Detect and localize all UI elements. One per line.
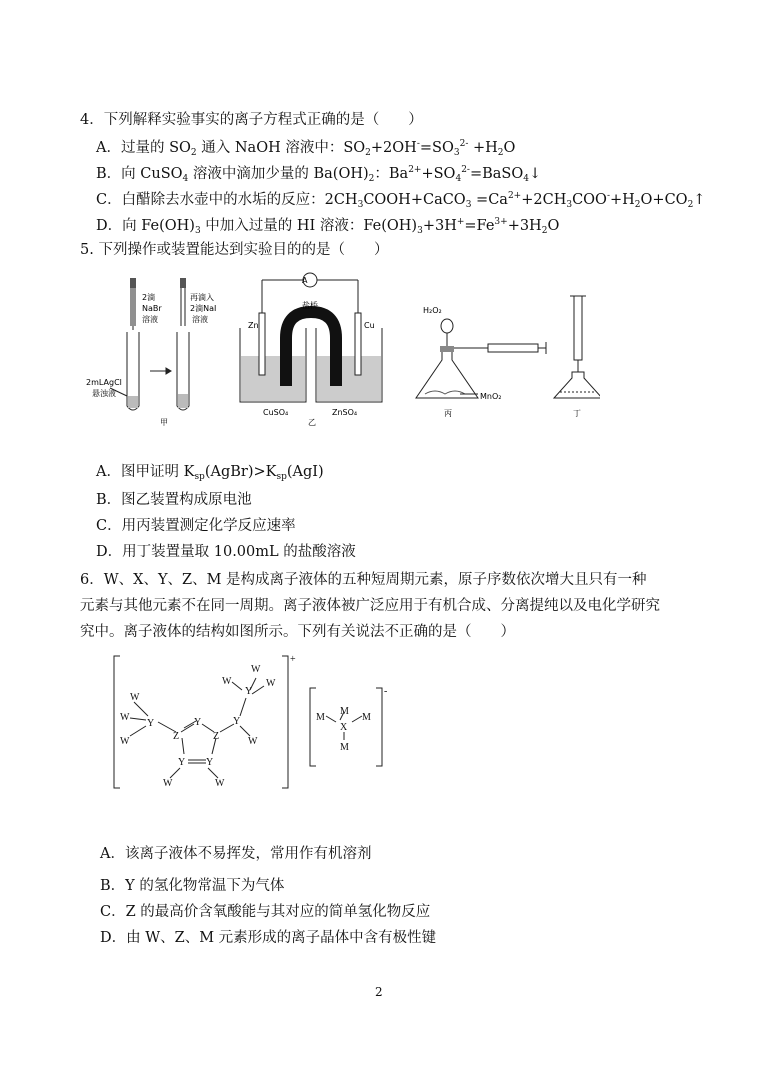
label-ammeter: A <box>302 276 308 285</box>
label-jia-drop2: 再滴入 <box>190 293 214 302</box>
atom-x: X <box>340 722 348 733</box>
q4-stem: 4．下列解释实验事实的离子方程式正确的是（ ） <box>80 112 423 128</box>
q4-option-b: B．向 CuSO$_4$ 溶液中滴加少量的 $Ba(OH)_2$：$Ba^{2+}+SO_4^{2-}=BaSO_4↓$ <box>96 165 542 184</box>
q6-stem-line2: 元素与其他元素不在同一周期。离子液体被广泛应用于有机合成、分离提纯以及电化学研究 <box>80 598 660 614</box>
label-jia: 甲 <box>160 418 168 427</box>
q5-option-d: D．用丁装置量取 10.00mL 的盐酸溶液 <box>96 544 356 560</box>
label-jia-drop1b: NaBr <box>142 304 162 313</box>
q6-option-b: B．Y 的氢化物常温下为气体 <box>100 878 285 894</box>
q5-stem: 5. 下列操作或装置能达到实验目的的是（ ） <box>80 242 389 258</box>
label-salt-bridge: 盐桥 <box>302 301 318 310</box>
atom-m-2: M <box>316 712 325 723</box>
cation-charge: + <box>290 654 296 665</box>
label-jia-drop2c: 溶液 <box>192 315 208 324</box>
label-znso4: ZnSO₄ <box>332 408 358 417</box>
q6-option-d: D．由 W、Z、M 元素形成的离子晶体中含有极性键 <box>100 930 437 946</box>
label-zn: Zn <box>248 321 259 330</box>
atom-y-1: Y <box>147 718 155 729</box>
q4-option-d: D．向 $Fe(OH)_3$ 中加入过量的 HI 溶液：$Fe(OH)_3+3H^+=Fe^{3+}+3H_2O$ <box>96 217 560 236</box>
q6-option-c: C．Z 的最高价含氧酸能与其对应的简单氢化物反应 <box>100 904 431 920</box>
label-ding: 丁 <box>573 409 581 418</box>
atom-w-7: W <box>222 676 232 687</box>
q6-stem-line3: 究中。离子液体的结构如图所示。下列有关说法不正确的是（ ） <box>80 624 515 640</box>
atom-y-3: Y <box>178 757 186 768</box>
q4-option-a: A．过量的 $SO_2$ 通入 NaOH 溶液中：$SO_2+2OH^-=SO_3^{2-} +H_2O$ <box>96 139 516 158</box>
atom-m-1: M <box>340 706 349 717</box>
q6-option-a: A．该离子液体不易挥发，常用作有机溶剂 <box>100 846 372 862</box>
atom-z-2: Z <box>213 731 220 742</box>
label-jia-drop2b: 2滴NaI <box>190 304 217 313</box>
q5-option-c: C．用丙装置测定化学反应速率 <box>96 518 296 534</box>
atom-y-5: Y <box>233 716 241 727</box>
figure-yi <box>240 273 382 402</box>
q6-stem-line1: 6．W、X、Y、Z、M 是构成离子液体的五种短周期元素，原子序数依次增大且只有一种 <box>80 572 647 588</box>
atom-y-6: Y <box>245 686 253 697</box>
label-jia-agcl2: 悬浊液 <box>92 389 116 398</box>
atom-m-3: M <box>362 712 371 723</box>
atom-w-6: W <box>251 664 261 675</box>
atom-w-2: W <box>120 712 130 723</box>
q6-structure-figure <box>100 650 400 800</box>
q5-option-b: B．图乙装置构成原电池 <box>96 492 252 508</box>
label-yi: 乙 <box>308 418 316 427</box>
figure-bing <box>416 319 546 398</box>
atom-w-8: W <box>266 678 276 689</box>
label-jia-agcl: 2mLAgCl <box>86 378 122 387</box>
atom-y-2: Y <box>194 717 202 728</box>
label-h2o2: H₂O₂ <box>423 306 442 315</box>
q4-option-c: C．白醋除去水壶中的水垢的反应：$2CH_3COOH+CaCO_3$ $=Ca^{2+}+2CH_3COO^-+H_2O+CO_2↑$ <box>96 191 706 210</box>
atom-y-4: Y <box>206 757 214 768</box>
label-jia-drop1c: 溶液 <box>142 315 158 324</box>
atom-m-4: M <box>340 742 349 753</box>
atom-w-4: W <box>163 778 173 789</box>
label-jia-drop1: 2滴 <box>142 293 156 302</box>
label-cu: Cu <box>364 321 375 330</box>
atom-w-1: W <box>130 692 140 703</box>
page-number: 2 <box>375 985 383 999</box>
label-bing: 丙 <box>444 409 452 418</box>
atom-w-3: W <box>120 736 130 747</box>
figure-ding <box>554 296 600 398</box>
label-cuso4: CuSO₄ <box>263 408 289 417</box>
q5-option-a: A．图甲证明 $K_{sp}(AgBr)>K_{sp}(AgI)$ <box>96 464 324 482</box>
atom-w-5: W <box>215 778 225 789</box>
atom-z-1: Z <box>173 731 180 742</box>
anion-charge: - <box>384 686 388 697</box>
atom-w-9: W <box>248 736 258 747</box>
q5-apparatus-figure <box>80 268 600 433</box>
label-mno2: MnO₂ <box>480 392 502 401</box>
